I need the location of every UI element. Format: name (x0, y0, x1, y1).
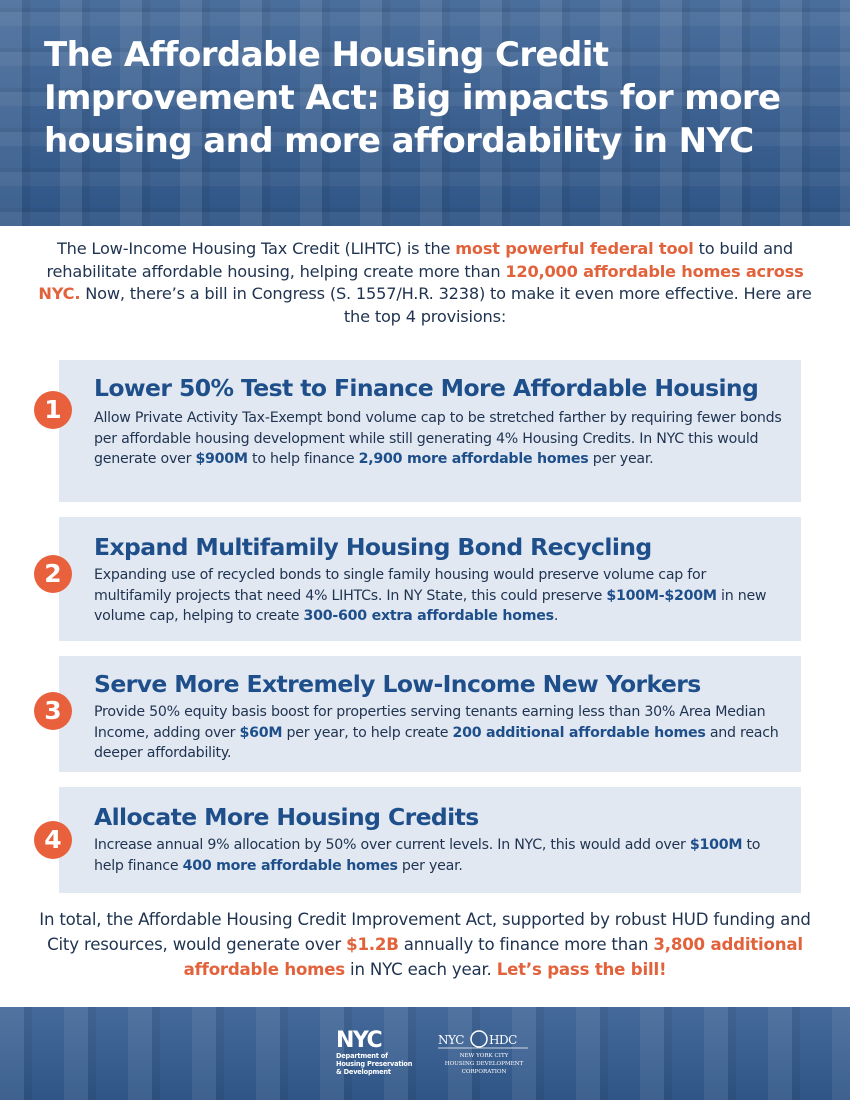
conclusion-text-2: annually to finance more than (398, 935, 654, 954)
intro-paragraph (30, 238, 820, 328)
hpd-logo-line: & Development (336, 1068, 391, 1076)
provision-title: Serve More Extremely Low-Income New Yorkers (94, 670, 701, 698)
provision-2 (44, 517, 801, 641)
provision-highlight-amount: $900M (195, 451, 248, 467)
provision-highlight-homes: 2,900 more affordable homes (358, 451, 589, 467)
conclusion-text-1: In total, the Affordable Housing Credit Improvement Act, supported by robust HUD funding and City resources, would generate over (39, 910, 811, 954)
provision-body-text: Allow Private Activity Tax-Exempt bond volume cap to be stretched farther by requiring fewer bonds per affordable housing development while still generating 4% Housing Credits. In NYC this would generate over (94, 410, 782, 467)
provision-body (94, 835, 784, 876)
hpd-logo-line: Housing Preservation (336, 1060, 413, 1068)
provision-number-badge: 1 (34, 391, 72, 429)
provision-highlight-amount: $100M (689, 837, 743, 853)
hdc-logo-line: CORPORATION (461, 1069, 507, 1075)
provision-highlight-homes: 200 additional affordable homes (452, 724, 706, 741)
hdc-logo-line: HOUSING DEVELOPMENT (444, 1061, 524, 1067)
hpd-logo-line: Department of (336, 1052, 388, 1060)
conclusion-paragraph (22, 907, 828, 982)
hpd-logo (334, 1025, 414, 1085)
intro-text-3: Now, there’s a bill in Congress (S. 1557/H.R. 3238) to make it even more effective. Here are the top 4 provisions: (80, 284, 812, 326)
hdc-logo-mark-right: HDC (489, 1033, 517, 1047)
intro-highlight-homes: 120,000 affordable homes across NYC. (38, 261, 804, 303)
provision-body-text: . (553, 608, 559, 624)
hdc-logo (434, 1025, 534, 1085)
provision-title: Allocate More Housing Credits (94, 803, 479, 831)
provision-highlight-amount: $100M-$200M (606, 587, 717, 604)
provision-body-text: per year. (397, 857, 463, 874)
provision-body-text: Increase annual 9% allocation by 50% over current levels. In NYC, this would add over (94, 837, 690, 853)
hdc-sun-icon (471, 1031, 487, 1047)
provision-number-badge: 2 (34, 555, 72, 593)
provision-body (94, 408, 784, 470)
provision-body (94, 702, 784, 764)
provision-4 (44, 787, 801, 893)
provision-highlight-homes: 400 more affordable homes (182, 857, 398, 874)
provision-title: Lower 50% Test to Finance More Affordable Housing (94, 374, 759, 402)
page-title: The Affordable Housing Credit Improvement Act: Big impacts for more housing and more affordability in NYC (44, 35, 781, 161)
provision-1 (44, 360, 801, 502)
provision-number-badge: 4 (34, 821, 72, 859)
provision-3 (44, 656, 801, 772)
provision-body-text: Provide 50% equity basis boost for properties serving tenants earning less than 30% Area Median Income, adding over (94, 704, 766, 741)
conclusion-call-to-action: Let’s pass the bill! (496, 960, 667, 979)
provision-highlight-amount: $60M (239, 724, 283, 741)
intro-text-2: to build and rehabilitate affordable housing, helping create more than (46, 239, 794, 281)
hpd-logo-mark: NYC (336, 1028, 382, 1053)
conclusion-text-3: in NYC each year. (344, 960, 497, 979)
intro-text-1: The Low-Income Housing Tax Credit (LIHTC) is the (56, 239, 456, 258)
footer-banner (0, 1007, 850, 1100)
provision-title: Expand Multifamily Housing Bond Recycling (94, 533, 652, 561)
provision-body (94, 565, 784, 627)
provision-highlight-homes: 300-600 extra affordable homes (303, 608, 554, 624)
provision-number-badge: 3 (34, 692, 72, 730)
hdc-logo-line: NEW YORK CITY (459, 1053, 509, 1059)
hdc-logo-mark-left: NYC (438, 1033, 464, 1047)
provision-body-text: to help finance (94, 837, 761, 874)
intro-highlight-tool: most powerful federal tool (455, 239, 694, 258)
provision-body-text: to help finance (247, 451, 359, 467)
header-banner (0, 0, 850, 226)
provision-body-text: per year, to help create (282, 724, 453, 741)
provision-body-text: Expanding use of recycled bonds to single family housing would preserve volume cap for multifamily projects that need 4% LIHTCs. In NY State, this could preserve (94, 567, 707, 604)
provision-body-text: in new volume cap, helping to create (94, 587, 767, 624)
provision-body-text: and reach deeper affordability. (94, 724, 779, 761)
provision-body-text: per year. (588, 451, 654, 467)
conclusion-highlight-amount: $1.2B (346, 935, 399, 954)
conclusion-highlight-homes: 3,800 additional affordable homes (183, 935, 803, 979)
